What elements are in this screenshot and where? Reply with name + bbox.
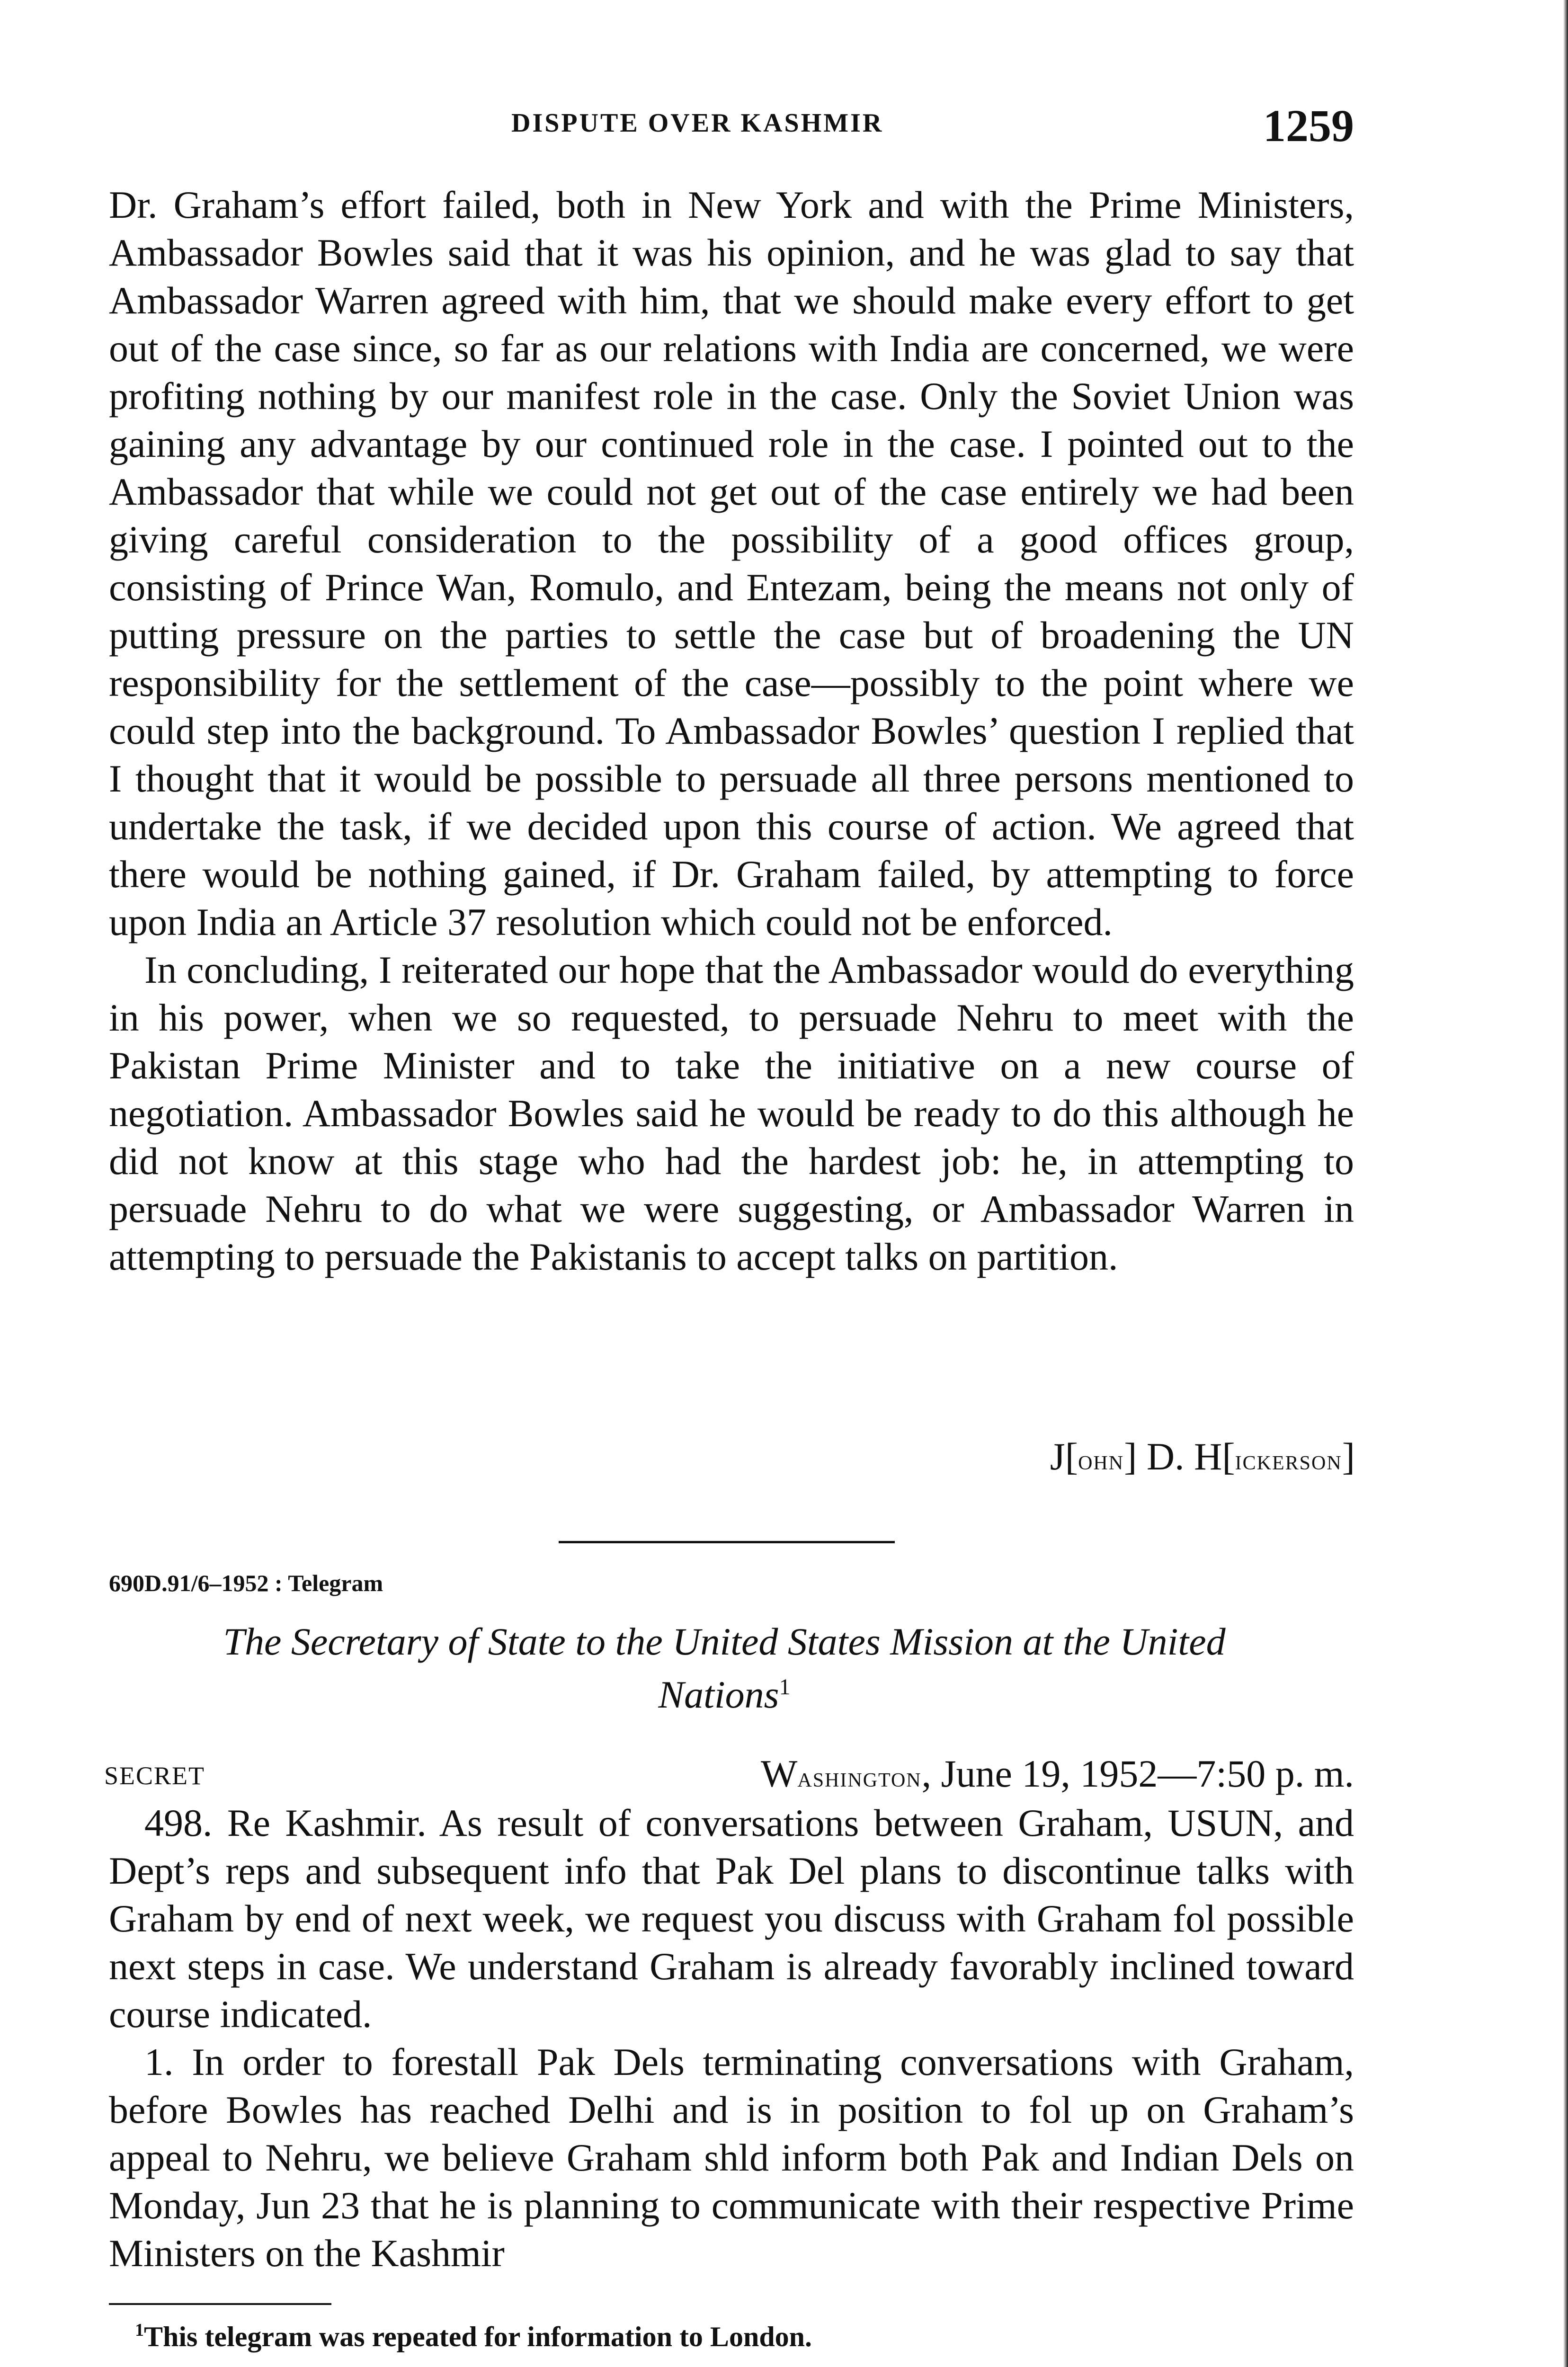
signature-initial-j: J[ xyxy=(1050,1435,1078,1478)
signature-middle: ] D. H[ xyxy=(1124,1435,1235,1478)
dateline xyxy=(761,1752,1354,1796)
footnote-mark: 1 xyxy=(135,2320,144,2340)
signature xyxy=(1050,1434,1355,1479)
signature-ickerson: ickerson xyxy=(1235,1444,1342,1476)
footnote-text: This telegram was repeated for information to London. xyxy=(144,2321,812,2352)
document-heading-text: The Secretary of State to the United States Mission at the United Nations xyxy=(223,1620,1226,1716)
running-title: DISPUTE OVER KASHMIR xyxy=(511,108,884,138)
classification-label: SECRET xyxy=(104,1762,205,1790)
signature-end: ] xyxy=(1342,1435,1355,1478)
dateline-place-rest: ashington xyxy=(797,1762,922,1793)
telegram-paragraph-1: 498. Re Kashmir. As result of conversations between Graham, USUN, and Dept’s reps and subsequent info that Pak Del plans to discontinue talks with Graham by end of next week, we request you discuss with Graham fol possible next steps in case. We understand Graham is already favorably inclined toward course indicated. xyxy=(109,1801,1354,2036)
footnote xyxy=(135,2320,812,2353)
telegram-paragraph-2: 1. In order to forestall Pak Dels terminating conversations with Graham, before Bowles has reached Delhi and is in position to fol up on Graham’s appeal to Nehru, we believe Graham shld inform both Pak and Indian Dels on Monday, Jun 23 that he is planning to communicate with their respective Prime Ministers on the Kashmir xyxy=(109,2040,1354,2275)
signature-ohn: ohn xyxy=(1078,1444,1124,1476)
section-divider xyxy=(559,1541,895,1543)
letter-paragraph-1: Dr. Graham’s effort failed, both in New York and with the Prime Ministers, Ambassador Bowles said that it was his opinion, and he was glad to say that Ambassador Warren agreed with him, that we should make every effort to get out of the case since, so far as our relations with India are concerned, we were profiting nothing by our manifest role in the case. Only the Soviet Union was gaining any advantage by our continued role in the case. I pointed out to the Ambassador that while we could not get out of the case entirely we had been giving careful consideration to the possibility of a good offices group, consisting of Prince Wan, Romulo, and Entezam, being the means not only of putting pressure on the parties to settle the case but of broadening the UN responsibility for the settlement of the case—possibly to the point where we could step into the background. To Ambassador Bowles’ question I replied that I thought that it would be possible to persuade all three persons mentioned to undertake the task, if we decided upon this course of action. We agreed that there would be nothing gained, if Dr. Graham failed, by attempting to force upon India an Article 37 resolution which could not be enforced. xyxy=(109,183,1354,943)
document-heading xyxy=(156,1619,1292,1717)
footnote-rule xyxy=(109,2303,331,2305)
page-number: 1259 xyxy=(1263,100,1354,151)
dateline-place-initial: W xyxy=(760,1752,798,1795)
dateline-date: , June 19, 1952—7:50 p. m. xyxy=(921,1752,1354,1795)
document-reference: 690D.91/6–1952 : Telegram xyxy=(109,1570,383,1596)
running-head xyxy=(109,99,1354,151)
letter-body xyxy=(109,181,1354,1281)
letter-paragraph-2: In concluding, I reiterated our hope that the Ambassador would do everything in his power, when we so requested, to persuade Nehru to meet with the Pakistan Prime Minister and to take the initiative on a new course of negotiation. Ambassador Bowles said he would be ready to do this although he did not know at this stage who had the hardest job: he, in attempting to persuade Nehru to do what we were suggesting, or Ambassador Warren in attempting to persuade the Pakistanis to accept talks on partition. xyxy=(109,948,1354,1278)
scan-page-edge xyxy=(1563,0,1568,2367)
footnote-marker: 1 xyxy=(779,1674,791,1700)
telegram-body xyxy=(109,1799,1354,2277)
